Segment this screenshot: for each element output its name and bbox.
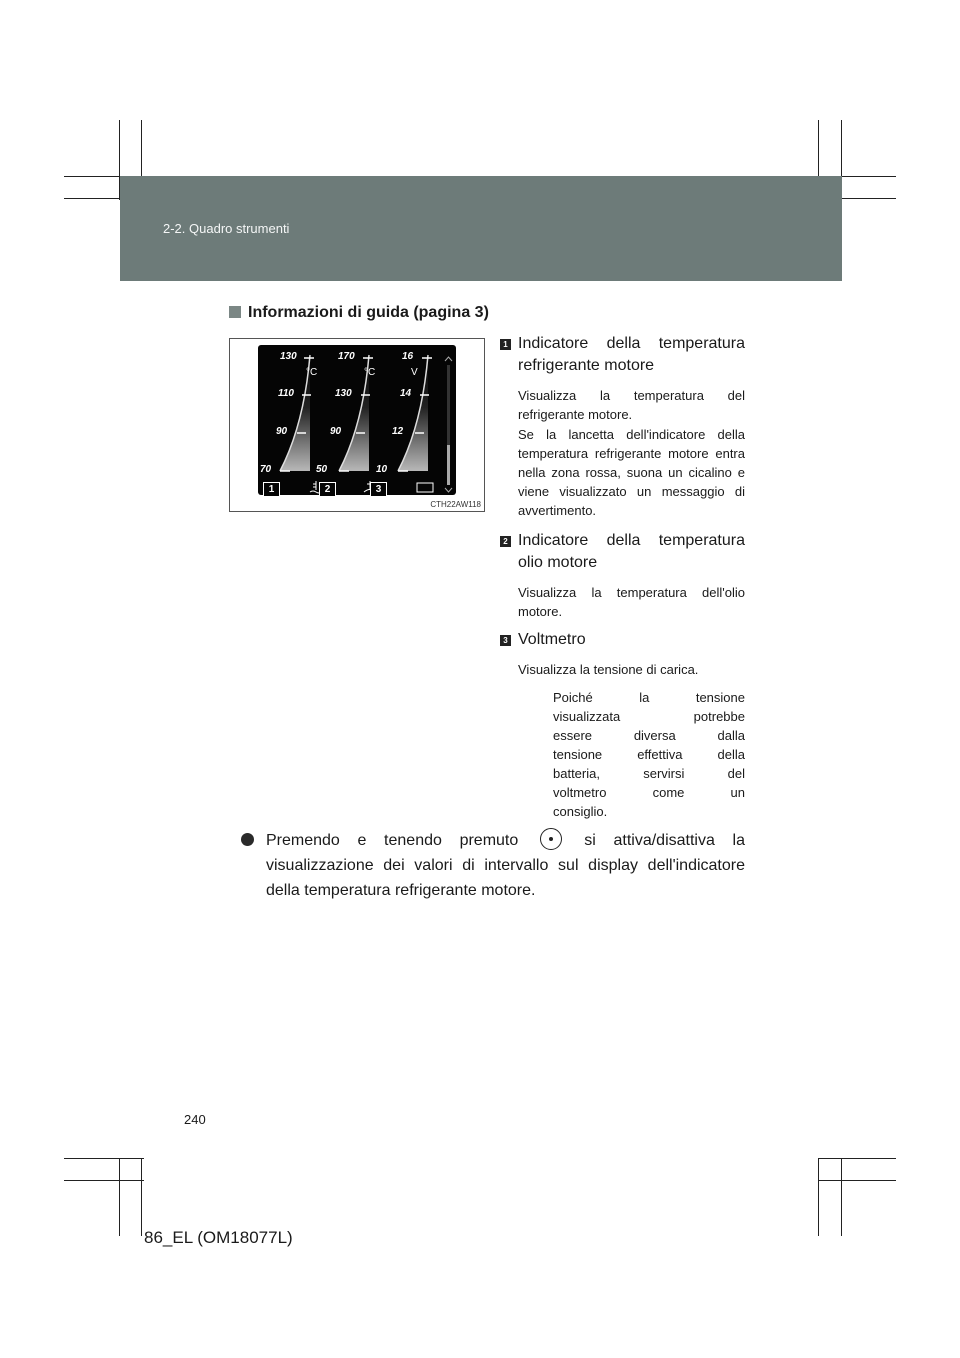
item-marker-2: 2 <box>500 536 511 547</box>
callout-3: 3 <box>370 482 387 497</box>
crop-mark <box>64 1158 144 1159</box>
item-desc-2: Visualizza la temperatura dell'olio motore. <box>518 585 745 619</box>
item-title-2: Indicatore della temperatura olio motore <box>518 532 745 571</box>
section-label: 2-2. Quadro strumenti <box>163 221 290 236</box>
square-bullet-icon <box>229 306 241 318</box>
crop-mark <box>141 1158 142 1236</box>
gauge-1-tick-1: 130 <box>280 351 297 362</box>
crop-mark <box>64 1180 144 1181</box>
item-desc-1b: Se la lancetta dell'indicatore della temperatura refrigerante motore entra nella zona rossa, suona un cicalino e viene visualizzato un messaggio di avvertimento. <box>518 427 745 518</box>
gauge-3-tick-4: 10 <box>376 464 388 475</box>
item-marker-3: 3 <box>500 635 511 646</box>
callout-2: 2 <box>319 482 336 497</box>
crop-mark <box>818 1180 896 1181</box>
gauge-2-tick-3: 90 <box>330 426 342 437</box>
crop-mark <box>119 1158 120 1236</box>
item-desc-3: Visualizza la tensione di carica. <box>518 662 699 677</box>
footer-code: 86_EL (OM18077L) <box>144 1228 293 1247</box>
note-line: visualizzata potrebbe <box>553 709 745 724</box>
note-line: batteria, servirsi del <box>553 766 745 781</box>
bullet-icon <box>241 833 254 846</box>
note-line: Poiché la tensione <box>553 690 745 705</box>
gauge-1-tick-3: 90 <box>276 426 288 437</box>
gauge-3-tick-1: 16 <box>402 351 414 362</box>
gauge-2-tick-1: 170 <box>338 351 355 362</box>
gauge-3-unit: V <box>411 367 418 378</box>
gauge-2-tick-4: 50 <box>316 464 328 475</box>
note-line: voltmetro come un <box>553 785 745 800</box>
section-heading-text: Informazioni di guida (pagina 3) <box>248 304 489 321</box>
crop-mark <box>818 1158 896 1159</box>
battery-icon <box>417 483 433 492</box>
bullet-text-before: Premendo e tenendo premuto <box>266 832 519 849</box>
gauge-3-tick-3: 12 <box>392 426 404 437</box>
gauge-3-tick-2: 14 <box>400 388 412 399</box>
display-knob-icon <box>540 828 562 850</box>
section-heading <box>229 304 489 322</box>
item-marker-1: 1 <box>500 339 511 350</box>
callout-1: 1 <box>263 482 280 497</box>
crop-mark <box>841 1158 842 1236</box>
note-line: tensione effettiva della <box>553 747 745 762</box>
gauge-figure <box>229 338 485 512</box>
item-title-1: Indicatore della temperatura refrigerante motore <box>518 335 745 374</box>
gauge-1-unit: °C <box>306 367 318 378</box>
gauge-arcs <box>258 345 456 495</box>
gauge-2-unit: °C <box>364 367 376 378</box>
note-line: essere diversa dalla <box>553 728 745 743</box>
gauge-display <box>258 345 456 495</box>
item-title-3: Voltmetro <box>518 631 586 648</box>
crop-mark <box>818 1158 819 1236</box>
page-number: 240 <box>184 1112 206 1127</box>
gauge-1-tick-4: 70 <box>260 464 272 475</box>
scroll-down-icon <box>445 488 452 492</box>
scroll-up-icon <box>445 357 452 361</box>
voltmeter-note <box>553 688 745 821</box>
gauge-2-tick-2: 130 <box>335 388 352 399</box>
item-desc-1: Visualizza la temperatura del refrigerante motore. <box>518 388 745 422</box>
figure-code: CTH22AW118 <box>430 500 481 509</box>
gauge-1-tick-2: 110 <box>278 388 294 399</box>
note-line: consiglio. <box>553 804 608 819</box>
scrollbar-thumb <box>447 445 450 485</box>
bullet-paragraph <box>266 828 745 903</box>
bullet-text-after: si attiva/disattiva la visualizzazione dei valori di intervallo sul display dell'indicatore della temperatura refrigerante motore. <box>266 832 745 899</box>
